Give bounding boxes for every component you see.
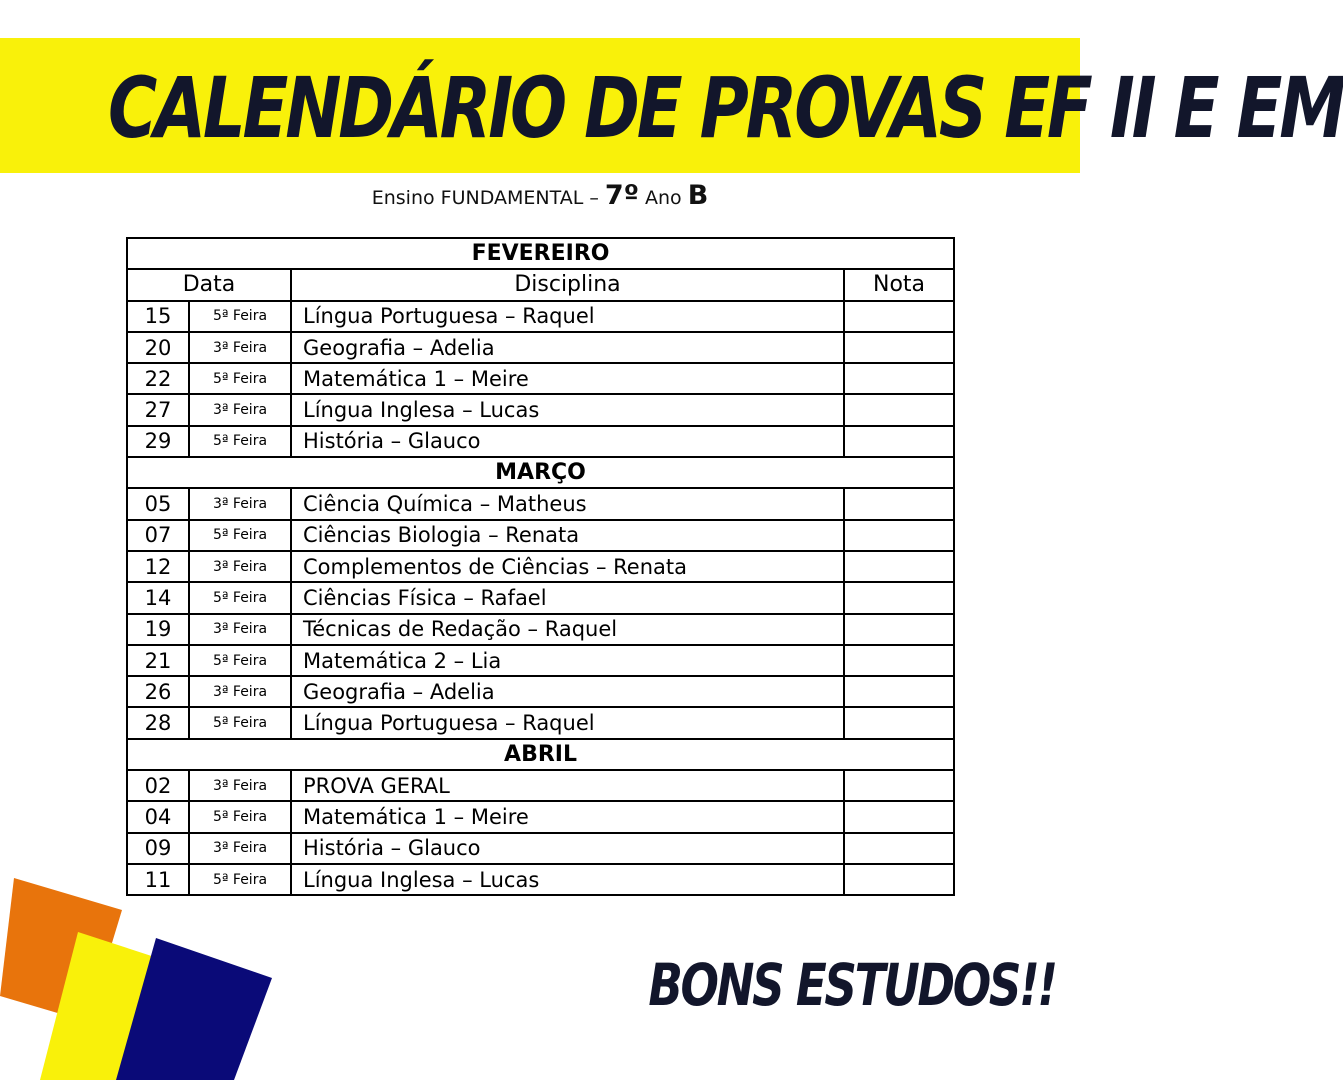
exam-subject: Matemática 1 – Meire: [291, 363, 844, 394]
exam-calendar-body: [127, 238, 954, 895]
exam-subject: Língua Portuguesa – Raquel: [291, 707, 844, 738]
table-row: [127, 488, 954, 519]
table-row: [127, 770, 954, 801]
exam-weekday: 3ª Feira: [189, 676, 291, 707]
month-row: [127, 457, 954, 488]
exam-day: 15: [127, 301, 189, 332]
exam-calendar-table: [126, 237, 955, 896]
exam-day: 02: [127, 770, 189, 801]
exam-weekday: 3ª Feira: [189, 488, 291, 519]
grade-number: 7º: [604, 180, 639, 211]
exam-day: 12: [127, 551, 189, 582]
exam-weekday: 5ª Feira: [189, 582, 291, 613]
exam-subject: Ciências Física – Rafael: [291, 582, 844, 613]
table-row: [127, 676, 954, 707]
column-header-row: [127, 269, 954, 300]
exam-day: 27: [127, 394, 189, 425]
table-row: [127, 551, 954, 582]
exam-subject: Geografia – Adelia: [291, 332, 844, 363]
exam-day: 11: [127, 864, 189, 895]
month-row: [127, 238, 954, 269]
table-row: [127, 614, 954, 645]
exam-day: 22: [127, 363, 189, 394]
grade-cell: [844, 520, 954, 551]
grade-cell: [844, 676, 954, 707]
table-row: [127, 426, 954, 457]
exam-weekday: 5ª Feira: [189, 426, 291, 457]
exam-day: 21: [127, 645, 189, 676]
exam-weekday: 5ª Feira: [189, 864, 291, 895]
exam-day: 20: [127, 332, 189, 363]
exam-day: 28: [127, 707, 189, 738]
column-header-data: Data: [127, 269, 291, 300]
exam-subject: Língua Inglesa – Lucas: [291, 864, 844, 895]
closing-message: BONS ESTUDOS!!: [648, 951, 1056, 1019]
exam-day: 14: [127, 582, 189, 613]
column-header-nota: Nota: [844, 269, 954, 300]
exam-day: 07: [127, 520, 189, 551]
exam-weekday: 5ª Feira: [189, 707, 291, 738]
exam-weekday: 3ª Feira: [189, 551, 291, 582]
exam-weekday: 5ª Feira: [189, 801, 291, 832]
page-title: CALENDÁRIO DE PROVAS EF II E EM: [108, 59, 1343, 157]
exam-day: 29: [127, 426, 189, 457]
decorative-squares: [0, 860, 290, 1080]
exam-subject: História – Glauco: [291, 426, 844, 457]
table-row: [127, 645, 954, 676]
table-row: [127, 394, 954, 425]
grade-cell: [844, 645, 954, 676]
exam-subject: Matemática 2 – Lia: [291, 645, 844, 676]
class-subtitle: [0, 180, 1080, 211]
ano-label: Ano: [644, 187, 682, 209]
table-row: [127, 363, 954, 394]
exam-subject: Técnicas de Redação – Raquel: [291, 614, 844, 645]
grade-cell: [844, 301, 954, 332]
exam-day: 04: [127, 801, 189, 832]
grade-cell: [844, 770, 954, 801]
exam-subject: Ciências Biologia – Renata: [291, 520, 844, 551]
column-header-disciplina: Disciplina: [291, 269, 844, 300]
class-letter: B: [687, 180, 709, 211]
month-header: MARÇO: [127, 457, 954, 488]
table-row: [127, 332, 954, 363]
grade-cell: [844, 707, 954, 738]
exam-subject: Ciência Química – Matheus: [291, 488, 844, 519]
subtitle-prefix: Ensino FUNDAMENTAL –: [371, 187, 599, 209]
grade-cell: [844, 426, 954, 457]
table-row: [127, 301, 954, 332]
grade-cell: [844, 864, 954, 895]
exam-weekday: 5ª Feira: [189, 520, 291, 551]
grade-cell: [844, 488, 954, 519]
month-row: [127, 739, 954, 770]
table-row: [127, 520, 954, 551]
exam-weekday: 3ª Feira: [189, 332, 291, 363]
exam-weekday: 5ª Feira: [189, 363, 291, 394]
exam-subject: História – Glauco: [291, 833, 844, 864]
grade-cell: [844, 394, 954, 425]
exam-subject: Geografia – Adelia: [291, 676, 844, 707]
exam-subject: Língua Inglesa – Lucas: [291, 394, 844, 425]
exam-day: 26: [127, 676, 189, 707]
grade-cell: [844, 614, 954, 645]
grade-cell: [844, 363, 954, 394]
exam-day: 19: [127, 614, 189, 645]
grade-cell: [844, 582, 954, 613]
table-row: [127, 582, 954, 613]
exam-day: 09: [127, 833, 189, 864]
exam-weekday: 5ª Feira: [189, 645, 291, 676]
grade-cell: [844, 833, 954, 864]
exam-subject: Complementos de Ciências – Renata: [291, 551, 844, 582]
exam-weekday: 3ª Feira: [189, 614, 291, 645]
exam-subject: Matemática 1 – Meire: [291, 801, 844, 832]
exam-weekday: 3ª Feira: [189, 833, 291, 864]
month-header: FEVEREIRO: [127, 238, 954, 269]
exam-weekday: 3ª Feira: [189, 770, 291, 801]
grade-cell: [844, 801, 954, 832]
exam-day: 05: [127, 488, 189, 519]
table-row: [127, 801, 954, 832]
exam-weekday: 3ª Feira: [189, 394, 291, 425]
exam-weekday: 5ª Feira: [189, 301, 291, 332]
month-header: ABRIL: [127, 739, 954, 770]
grade-cell: [844, 551, 954, 582]
table-row: [127, 707, 954, 738]
grade-cell: [844, 332, 954, 363]
exam-subject: Língua Portuguesa – Raquel: [291, 301, 844, 332]
exam-subject: PROVA GERAL: [291, 770, 844, 801]
